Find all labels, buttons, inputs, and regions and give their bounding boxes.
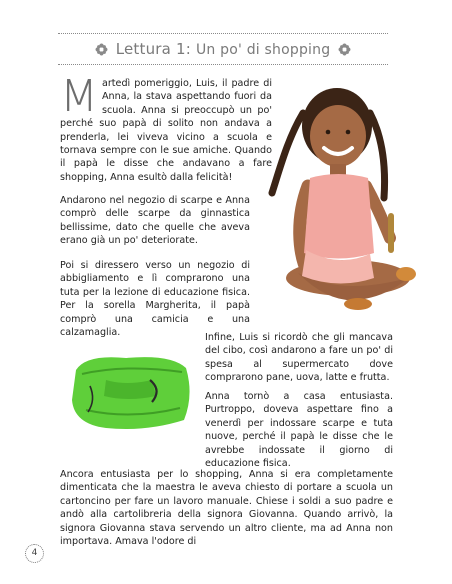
paragraph-4: Infine, Luis si ricordò che gli mancava del cibo, così andarono a fare un po' di spesa al supermercato dove comprarono pane, uova, latte e frutta. bbox=[205, 332, 393, 384]
paragraph-3: Poi si diressero verso un negozio di abbigliamento e lì comprarono una tuta per la lezione di educazione fisica. Per la sorella Margherita, il papà comprò una camicia e una calzamaglia. bbox=[60, 260, 250, 339]
page-title bbox=[58, 39, 388, 59]
drop-cap: M bbox=[60, 71, 98, 122]
paragraph-2: Andarono nel negozio di scarpe e Anna comprò delle scarpe da ginnastica bellissime, dato che quelle che aveva erano già un po' deteriorate. bbox=[60, 195, 250, 247]
title-subject: Un po' di shopping bbox=[195, 42, 331, 58]
paragraph-5: Anna tornò a casa entusiasta. Purtroppo, doveva aspettare fino a venerdì per indossare scarpe e tuta nuove, perché il papà le disse che le avrebbe indossate il giorno di educazione fisica. bbox=[205, 391, 393, 470]
green-bag-photo bbox=[66, 350, 196, 435]
title-text bbox=[116, 40, 331, 58]
header-top-rule bbox=[58, 33, 388, 34]
flower-icon bbox=[338, 43, 351, 56]
title-lesson: Lettura 1: bbox=[115, 40, 192, 58]
header-bottom-rule bbox=[58, 64, 388, 65]
paragraph-1 bbox=[60, 71, 272, 184]
page-number: 4 bbox=[25, 544, 44, 563]
paragraph-1-text: artedì pomeriggio, Luis, il padre di Anna, la stava aspettando fuori da scuola. Anna si preoccupò un po' perché suo papà di solito non andava a prenderla, lei viveva vicino a scuola e tornava sempre con le sue amiche. Quando il papà le disse che andavano a fare shopping, Anna esultò dalla felicità! bbox=[60, 78, 272, 183]
flower-icon bbox=[95, 43, 108, 56]
paragraph-6: Ancora entusiasta per lo shopping, Anna si era completamente dimenticata che la maestra le aveva chiesto di portare a scuola un cartoncino per fare un lavoro manuale. Chiese i soldi a suo padre e andò alla cartolibreria della signora Giovanna. Quando arrivò, la signora Giovanna stava servendo un altro cliente, ma ad Anna non importava. Amava l'odore di bbox=[60, 469, 393, 548]
girl-photo bbox=[258, 78, 418, 318]
